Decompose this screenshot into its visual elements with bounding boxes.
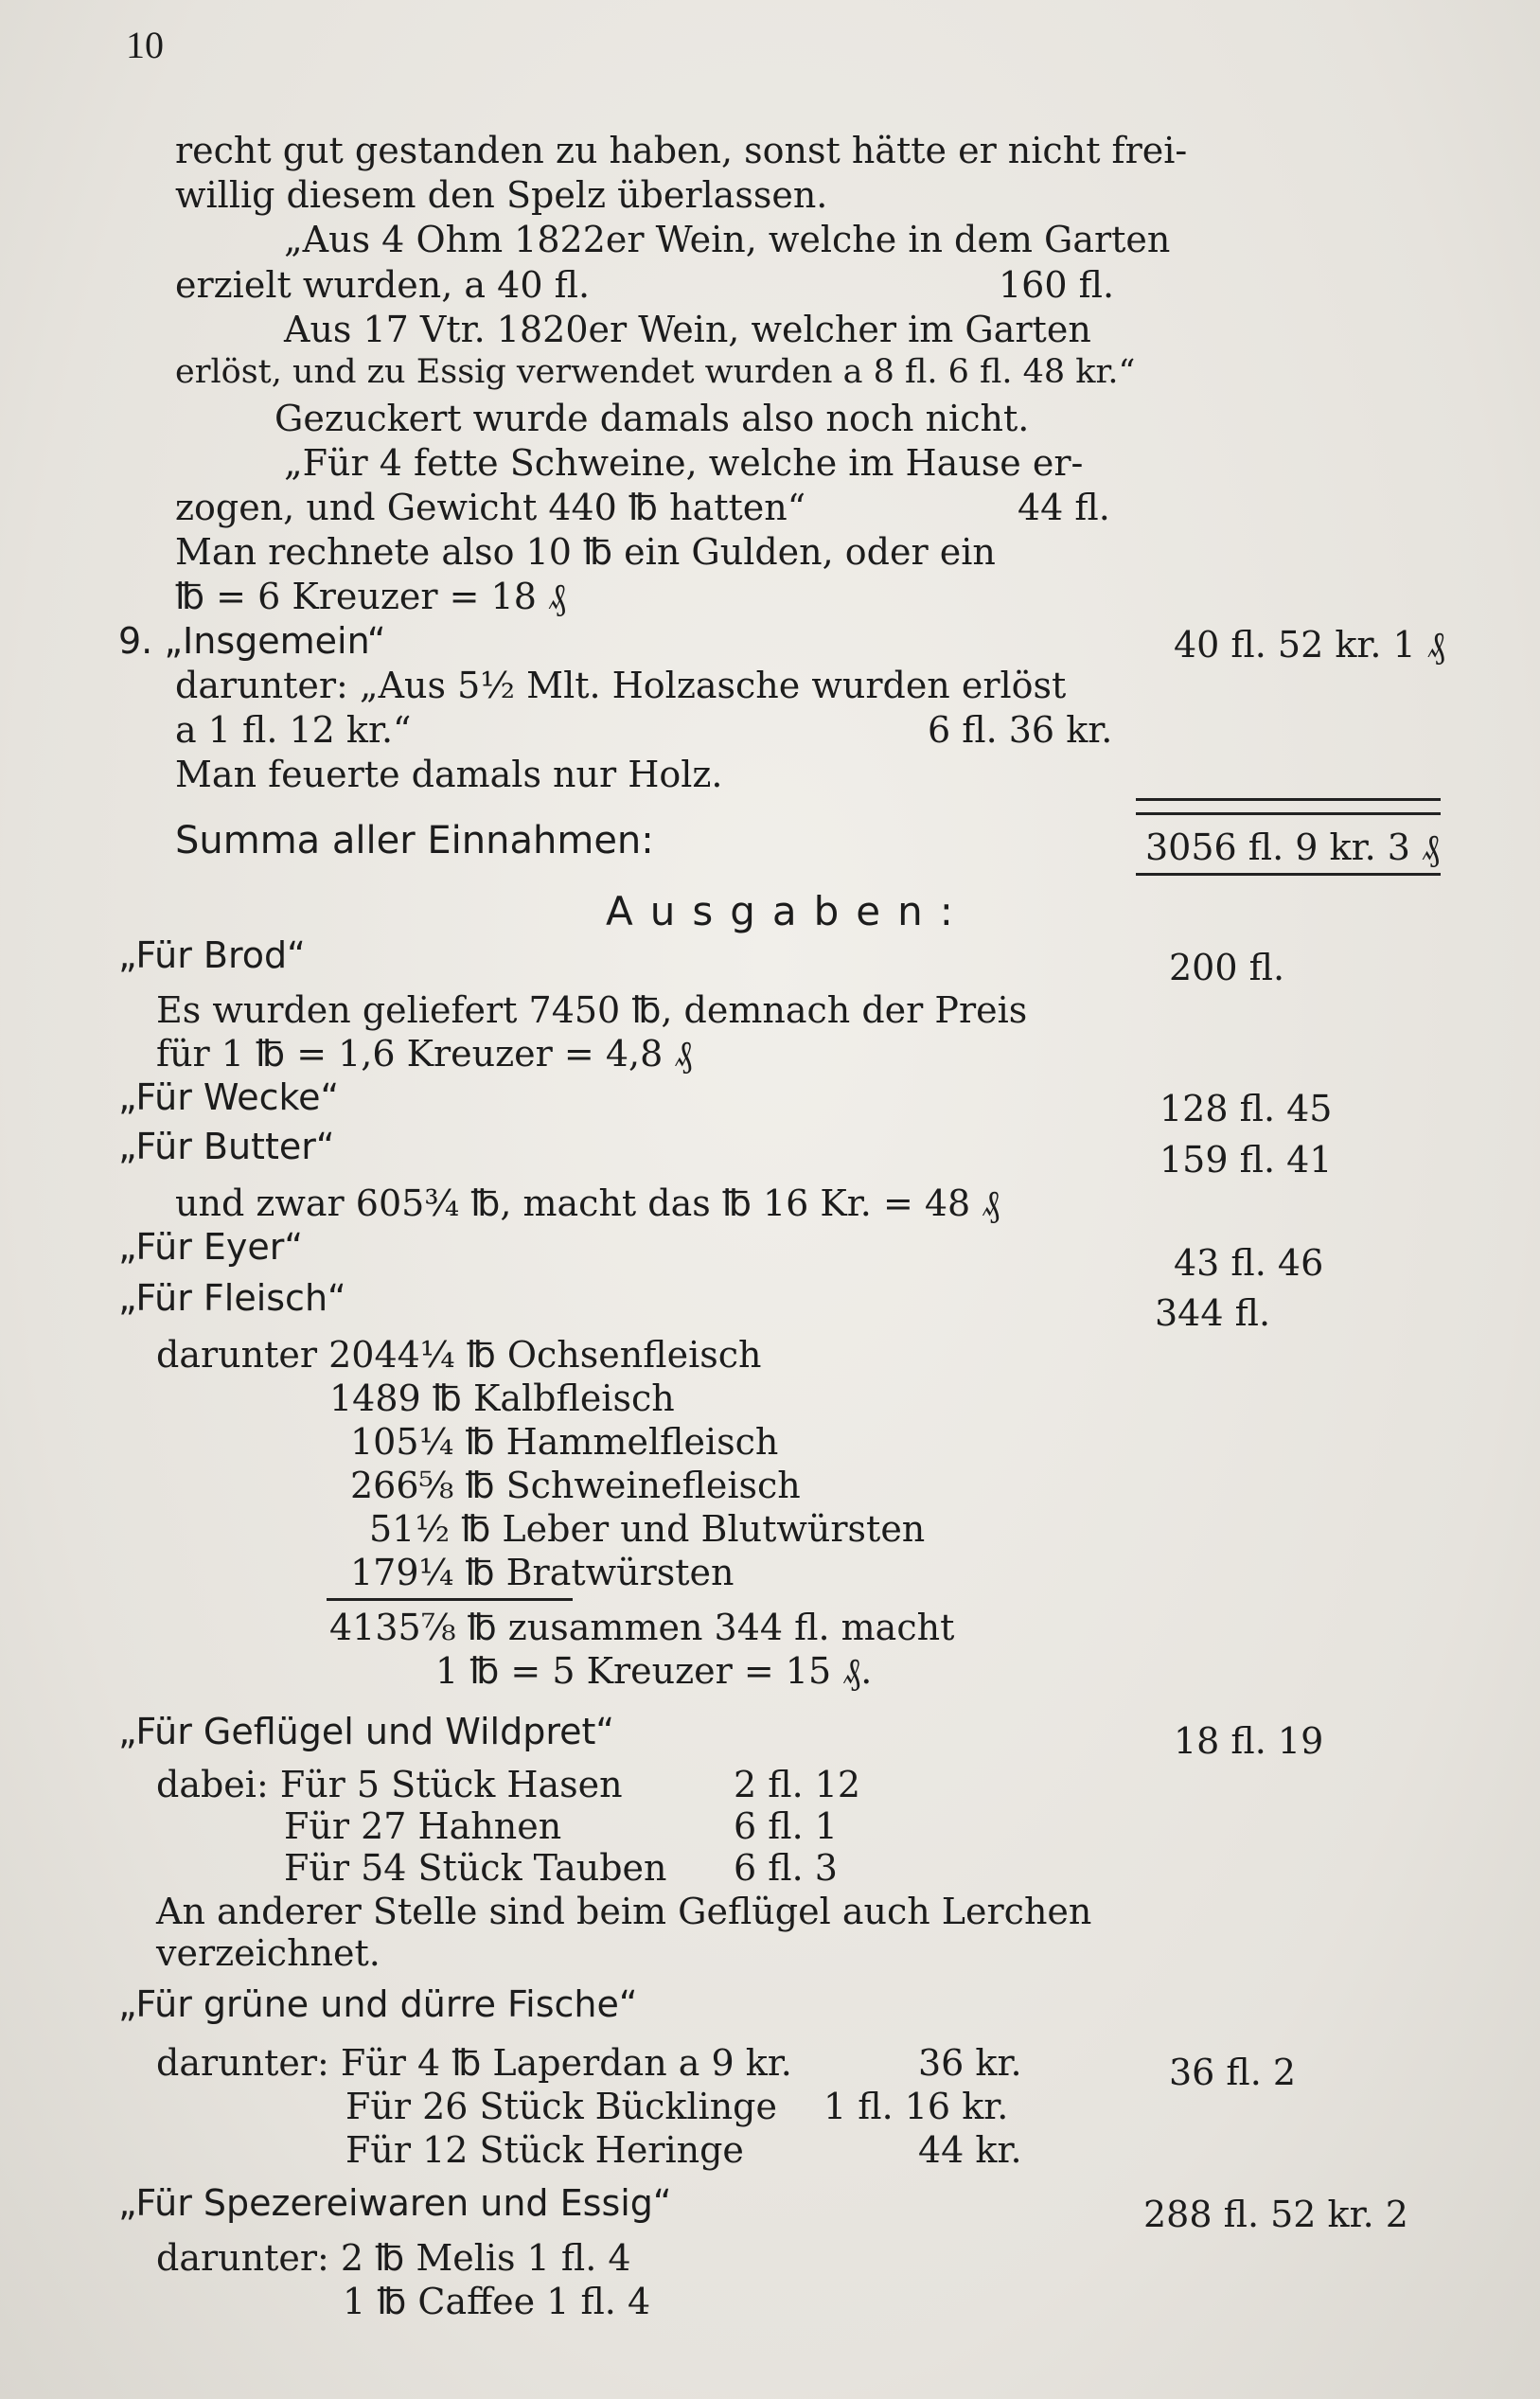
list-item: 1489 ℔ Kalbfleisch: [329, 1377, 675, 1419]
text-line: Es wurden geliefert 7450 ℔, demnach der Preis: [156, 989, 1028, 1031]
text-line: „Für 4 fette Schweine, welche im Hause er-: [284, 442, 1084, 484]
list-item: darunter: 2 ℔ Melis 1 fl. 4: [156, 2237, 631, 2279]
amount: 128 fl. 45: [1159, 1088, 1333, 1129]
text-line: ℔ = 6 Kreuzer = 18 ₰: [175, 576, 566, 617]
text-line: Aus 17 Vtr. 1820er Wein, welcher im Garten: [284, 309, 1091, 350]
text-line: 4135⅞ ℔ zusammen 344 fl. macht: [329, 1607, 955, 1648]
amount: 36 kr.: [918, 2042, 1022, 2084]
total-rule: [1136, 812, 1441, 815]
text-line: erzielt wurden, a 40 fl.: [175, 264, 591, 306]
text-line: darunter: „Aus 5½ Mlt. Holzasche wurden erlöst: [175, 665, 1067, 706]
list-item: Für 26 Stück Bücklinge: [345, 2086, 777, 2127]
total-rule: [1136, 798, 1441, 801]
list-item: Für 27 Hahnen: [284, 1805, 562, 1847]
text-line: Man feuerte damals nur Holz.: [175, 754, 723, 795]
amount: 44 fl.: [1018, 487, 1110, 528]
total-rule: [1136, 873, 1441, 876]
amount: 44 kr.: [918, 2129, 1022, 2171]
amount: 43 fl. 46: [1174, 1242, 1324, 1284]
amount: 159 fl. 41: [1159, 1139, 1333, 1181]
section-heading: „Für Eyer“: [118, 1226, 304, 1268]
section-heading: „Für Wecke“: [118, 1076, 340, 1118]
amount: 344 fl.: [1155, 1292, 1271, 1334]
section-heading: „Für Spezereiwaren und Essig“: [118, 2182, 672, 2224]
list-item: darunter: Für 4 ℔ Laperdan a 9 kr.: [156, 2042, 792, 2084]
text-line: An anderer Stelle sind beim Geflügel auch Lerchen: [156, 1891, 1092, 1932]
amount: 36 fl. 2: [1169, 2052, 1297, 2093]
amount: 6 fl. 36 kr.: [928, 709, 1113, 751]
section-heading: „Für Brod“: [118, 934, 306, 976]
list-item: Für 12 Stück Heringe: [345, 2129, 744, 2171]
list-item: dabei: Für 5 Stück Hasen: [156, 1764, 623, 1805]
section-heading: „Für Geflügel und Wildpret“: [118, 1711, 615, 1752]
amount: 40 fl. 52 kr. 1 ₰: [1174, 624, 1445, 666]
text-line: willig diesem den Spelz überlassen.: [175, 174, 828, 216]
section-heading: „Für Fleisch“: [118, 1277, 346, 1319]
text-line: „Aus 4 Ohm 1822er Wein, welche in dem Garten: [284, 219, 1171, 260]
text-line: und zwar 605¾ ℔, macht das ℔ 16 Kr. = 48 ₰: [175, 1182, 1000, 1224]
amount: 1 fl. 16 kr.: [823, 2086, 1009, 2127]
text-line: Man rechnete also 10 ℔ ein Gulden, oder ein: [175, 531, 996, 573]
section-heading: 9. „Insgemein“: [118, 620, 386, 662]
list-item: 51½ ℔ Leber und Blutwürsten: [369, 1508, 926, 1550]
amount: 6 fl. 1: [734, 1805, 838, 1847]
amount: 200 fl.: [1169, 947, 1285, 988]
list-item: 266⅝ ℔ Schweinefleisch: [350, 1465, 801, 1506]
total-amount: 3056 fl. 9 kr. 3 ₰: [1145, 826, 1440, 868]
text-line: Gezuckert wurde damals also noch nicht.: [274, 398, 1030, 439]
list-item: 105¼ ℔ Hammelfleisch: [350, 1421, 779, 1463]
page-number: 10: [126, 24, 164, 66]
list-item: darunter 2044¼ ℔ Ochsenfleisch: [156, 1334, 762, 1376]
text-line: recht gut gestanden zu haben, sonst hätte er nicht frei-: [175, 130, 1188, 171]
text-line: für 1 ℔ = 1,6 Kreuzer = 4,8 ₰: [156, 1033, 693, 1075]
sum-rule: [327, 1598, 573, 1601]
text-line: erlöst, und zu Essig verwendet wurden a 8 fl. 6 fl. 48 kr.“: [175, 353, 1136, 391]
text-line: verzeichnet.: [156, 1932, 381, 1974]
text-line: 1 ℔ = 5 Kreuzer = 15 ₰.: [435, 1650, 873, 1692]
section-heading: „Für grüne und dürre Fische“: [118, 1983, 638, 2025]
amount: 288 fl. 52 kr. 2: [1143, 2194, 1408, 2235]
text-line: zogen, und Gewicht 440 ℔ hatten“: [175, 487, 806, 528]
list-item: 1 ℔ Caffee 1 fl. 4: [343, 2281, 651, 2322]
section-title: Ausgaben:: [606, 888, 970, 934]
text-line: a 1 fl. 12 kr.“: [175, 709, 412, 751]
amount: 6 fl. 3: [734, 1847, 838, 1889]
amount: 18 fl. 19: [1174, 1720, 1324, 1762]
amount: 2 fl. 12: [734, 1764, 861, 1805]
amount: 160 fl.: [999, 264, 1115, 306]
list-item: Für 54 Stück Tauben: [284, 1847, 667, 1889]
total-label: Summa aller Einnahmen:: [175, 819, 654, 862]
section-heading: „Für Butter“: [118, 1126, 335, 1167]
list-item: 179¼ ℔ Bratwürsten: [350, 1552, 735, 1593]
